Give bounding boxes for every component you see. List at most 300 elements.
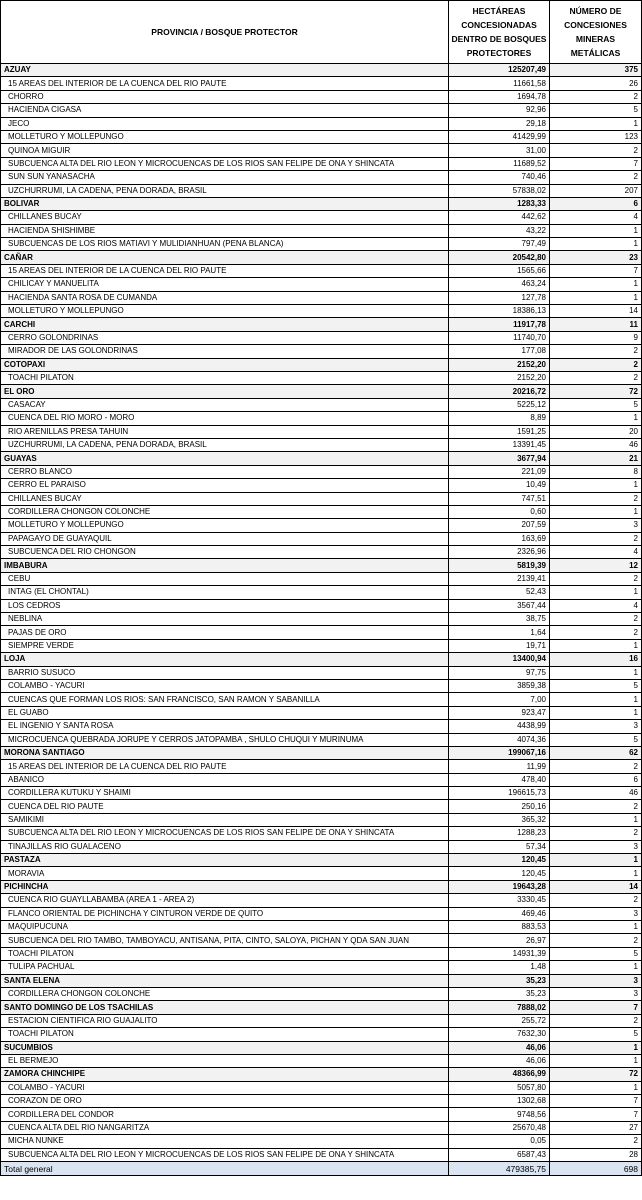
concessions-cell: 1 xyxy=(550,1054,642,1067)
province-row xyxy=(1,385,642,398)
concessions-cell: 26 xyxy=(550,77,642,90)
forest-row xyxy=(1,987,642,1000)
concessions-cell: 9 xyxy=(550,331,642,344)
hectares-cell: 52,43 xyxy=(449,586,550,599)
name-cell: CHORRO xyxy=(1,90,449,103)
hectares-cell: 35,23 xyxy=(449,987,550,1000)
name-cell: SUBCUENCA DEL RIO CHONGON xyxy=(1,546,449,559)
hectares-cell: 46,06 xyxy=(449,1054,550,1067)
province-row xyxy=(1,197,642,210)
hectares-cell: 29,18 xyxy=(449,117,550,130)
name-cell: MICROCUENCA QUEBRADA JORUPE Y CERROS JATOPAMBA , SHULO CHUQUI Y MURINUMA xyxy=(1,733,449,746)
forest-row xyxy=(1,519,642,532)
total-hectares: 479385,75 xyxy=(449,1162,550,1176)
forest-row xyxy=(1,130,642,143)
forest-row xyxy=(1,1095,642,1108)
forest-row xyxy=(1,278,642,291)
forest-row xyxy=(1,1014,642,1027)
name-cell: MORONA SANTIAGO xyxy=(1,746,449,759)
concessions-cell: 123 xyxy=(550,130,642,143)
name-cell: SAMIKIMI xyxy=(1,813,449,826)
concessions-cell: 2 xyxy=(550,1135,642,1148)
concessions-cell: 1 xyxy=(550,813,642,826)
name-cell: 15 AREAS DEL INTERIOR DE LA CUENCA DEL RIO PAUTE xyxy=(1,760,449,773)
name-cell: IMBABURA xyxy=(1,559,449,572)
name-cell: ABANICO xyxy=(1,773,449,786)
concessions-cell: 5 xyxy=(550,679,642,692)
hectares-cell: 7888,02 xyxy=(449,1001,550,1014)
table-header-row xyxy=(1,1,642,64)
concessions-cell: 1 xyxy=(550,412,642,425)
concessions-cell: 2 xyxy=(550,934,642,947)
forest-row xyxy=(1,171,642,184)
name-cell: QUINOA MIGUIR xyxy=(1,144,449,157)
hectares-cell: 38,75 xyxy=(449,613,550,626)
forest-row xyxy=(1,264,642,277)
forest-row xyxy=(1,157,642,170)
name-cell: SUBCUENCA ALTA DEL RIO LEON Y MICROCUENCAS DE LOS RIOS SAN FELIPE DE ONA Y SHINCATA xyxy=(1,1148,449,1161)
concessions-cell: 2 xyxy=(550,358,642,371)
name-cell: TULIPA PACHUAL xyxy=(1,961,449,974)
total-label: Total general xyxy=(1,1162,449,1176)
name-cell: CAÑAR xyxy=(1,251,449,264)
forest-row xyxy=(1,532,642,545)
forest-row xyxy=(1,840,642,853)
name-cell: JECO xyxy=(1,117,449,130)
hectares-cell: 250,16 xyxy=(449,800,550,813)
forest-row xyxy=(1,1054,642,1067)
hectares-cell: 463,24 xyxy=(449,278,550,291)
name-cell: CORAZON DE ORO xyxy=(1,1095,449,1108)
concessions-cell: 5 xyxy=(550,733,642,746)
forest-row xyxy=(1,224,642,237)
hectares-cell: 3567,44 xyxy=(449,599,550,612)
hectares-cell: 221,09 xyxy=(449,465,550,478)
hectares-cell: 365,32 xyxy=(449,813,550,826)
name-cell: 15 AREAS DEL INTERIOR DE LA CUENCA DEL RIO PAUTE xyxy=(1,77,449,90)
hectares-cell: 1283,33 xyxy=(449,197,550,210)
hectares-cell: 1288,23 xyxy=(449,827,550,840)
forest-row xyxy=(1,572,642,585)
name-cell: SUBCUENCA DEL RIO TAMBO, TAMBOYACU, ANTISANA, PITA, CINTO, SALOYA, PICHAN Y QDA SAN JUAN xyxy=(1,934,449,947)
name-cell: INTAG (EL CHONTAL) xyxy=(1,586,449,599)
name-cell: BOLIVAR xyxy=(1,197,449,210)
forest-row xyxy=(1,345,642,358)
concessions-cell: 1 xyxy=(550,278,642,291)
forest-row xyxy=(1,586,642,599)
name-cell: ZAMORA CHINCHIPE xyxy=(1,1068,449,1081)
name-cell: CORDILLERA KUTUKU Y SHAIMI xyxy=(1,787,449,800)
hectares-cell: 196615,73 xyxy=(449,787,550,800)
forest-row xyxy=(1,238,642,251)
hectares-cell: 1,64 xyxy=(449,626,550,639)
forest-row xyxy=(1,1135,642,1148)
concessions-cell: 2 xyxy=(550,90,642,103)
forest-row xyxy=(1,90,642,103)
concessions-cell: 1 xyxy=(550,586,642,599)
name-cell: MOLLETURO Y MOLLEPUNGO xyxy=(1,305,449,318)
concessions-cell: 7 xyxy=(550,1108,642,1121)
forest-row xyxy=(1,626,642,639)
forest-row xyxy=(1,331,642,344)
hectares-cell: 120,45 xyxy=(449,854,550,867)
forest-row xyxy=(1,117,642,130)
hectares-cell: 11917,78 xyxy=(449,318,550,331)
forest-row xyxy=(1,934,642,947)
name-cell: SANTO DOMINGO DE LOS TSACHILAS xyxy=(1,1001,449,1014)
name-cell: BARRIO SUSUCO xyxy=(1,666,449,679)
concessions-cell: 1 xyxy=(550,854,642,867)
forest-row xyxy=(1,666,642,679)
concessions-cell: 14 xyxy=(550,305,642,318)
name-cell: COTOPAXI xyxy=(1,358,449,371)
hectares-cell: 5819,39 xyxy=(449,559,550,572)
hectares-cell: 13391,45 xyxy=(449,438,550,451)
concessions-cell: 5 xyxy=(550,104,642,117)
name-cell: FLANCO ORIENTAL DE PICHINCHA Y CINTURON VERDE DE QUITO xyxy=(1,907,449,920)
concessions-cell: 1 xyxy=(550,921,642,934)
name-cell: CORDILLERA CHONGON COLONCHE xyxy=(1,987,449,1000)
hectares-cell: 11,99 xyxy=(449,760,550,773)
forest-row xyxy=(1,679,642,692)
name-cell: SANTA ELENA xyxy=(1,974,449,987)
hectares-cell: 25670,48 xyxy=(449,1121,550,1134)
concessions-cell: 16 xyxy=(550,653,642,666)
forest-row xyxy=(1,77,642,90)
forest-row xyxy=(1,305,642,318)
hectares-cell: 13400,94 xyxy=(449,653,550,666)
header-hectares: HECTÁREAS CONCESIONADAS DENTRO DE BOSQUES PROTECTORES xyxy=(449,1,550,64)
forest-row xyxy=(1,947,642,960)
concessions-cell: 1 xyxy=(550,666,642,679)
table-body xyxy=(1,64,642,1162)
hectares-cell: 26,97 xyxy=(449,934,550,947)
concessions-cell: 1 xyxy=(550,505,642,518)
name-cell: CUENCAS QUE FORMAN LOS RIOS: SAN FRANCISCO, SAN RAMON Y SABANILLA xyxy=(1,693,449,706)
hectares-cell: 9748,56 xyxy=(449,1108,550,1121)
hectares-cell: 747,51 xyxy=(449,492,550,505)
concessions-cell: 27 xyxy=(550,1121,642,1134)
province-row xyxy=(1,653,642,666)
hectares-cell: 207,59 xyxy=(449,519,550,532)
forest-row xyxy=(1,773,642,786)
forest-row xyxy=(1,291,642,304)
concessions-cell: 2 xyxy=(550,144,642,157)
forest-row xyxy=(1,211,642,224)
concessions-cell: 3 xyxy=(550,974,642,987)
forest-row xyxy=(1,546,642,559)
name-cell: TINAJILLAS RIO GUALACENO xyxy=(1,840,449,853)
forest-row xyxy=(1,1108,642,1121)
hectares-cell: 10,49 xyxy=(449,479,550,492)
concessions-cell: 7 xyxy=(550,264,642,277)
hectares-cell: 20542,80 xyxy=(449,251,550,264)
concessions-cell: 23 xyxy=(550,251,642,264)
concessions-cell: 207 xyxy=(550,184,642,197)
concessions-cell: 375 xyxy=(550,64,642,77)
name-cell: PASTAZA xyxy=(1,854,449,867)
name-cell: CASACAY xyxy=(1,398,449,411)
concessions-cell: 3 xyxy=(550,519,642,532)
hectares-cell: 43,22 xyxy=(449,224,550,237)
forest-row xyxy=(1,1121,642,1134)
concessions-cell: 1 xyxy=(550,1041,642,1054)
name-cell: ESTACION CIENTIFICA RIO GUAJALITO xyxy=(1,1014,449,1027)
concessions-cell: 6 xyxy=(550,197,642,210)
forest-row xyxy=(1,465,642,478)
concessions-cell: 1 xyxy=(550,706,642,719)
hectares-cell: 797,49 xyxy=(449,238,550,251)
hectares-cell: 883,53 xyxy=(449,921,550,934)
name-cell: 15 AREAS DEL INTERIOR DE LA CUENCA DEL RIO PAUTE xyxy=(1,264,449,277)
forest-row xyxy=(1,961,642,974)
hectares-cell: 19643,28 xyxy=(449,880,550,893)
concessions-cell: 1 xyxy=(550,867,642,880)
hectares-cell: 125207,49 xyxy=(449,64,550,77)
name-cell: MOLLETURO Y MOLLEPUNGO xyxy=(1,519,449,532)
forest-row xyxy=(1,894,642,907)
forest-row xyxy=(1,398,642,411)
forest-row xyxy=(1,733,642,746)
hectares-cell: 46,06 xyxy=(449,1041,550,1054)
concessions-cell: 5 xyxy=(550,398,642,411)
hectares-cell: 0,05 xyxy=(449,1135,550,1148)
name-cell: CORDILLERA DEL CONDOR xyxy=(1,1108,449,1121)
province-row xyxy=(1,1041,642,1054)
name-cell: PAJAS DE ORO xyxy=(1,626,449,639)
name-cell: HACIENDA SANTA ROSA DE CUMANDA xyxy=(1,291,449,304)
hectares-cell: 2152,20 xyxy=(449,358,550,371)
hectares-cell: 120,45 xyxy=(449,867,550,880)
concessions-cell: 2 xyxy=(550,492,642,505)
hectares-cell: 57,34 xyxy=(449,840,550,853)
hectares-cell: 97,75 xyxy=(449,666,550,679)
concessions-cell: 2 xyxy=(550,800,642,813)
hectares-cell: 1591,25 xyxy=(449,425,550,438)
forest-row xyxy=(1,827,642,840)
hectares-cell: 7632,30 xyxy=(449,1028,550,1041)
name-cell: HACIENDA SHISHIMBE xyxy=(1,224,449,237)
province-row xyxy=(1,318,642,331)
hectares-cell: 18386,13 xyxy=(449,305,550,318)
concessions-cell: 2 xyxy=(550,760,642,773)
name-cell: CEBU xyxy=(1,572,449,585)
name-cell: EL BERMEJO xyxy=(1,1054,449,1067)
name-cell: SUBCUENCA ALTA DEL RIO LEON Y MICROCUENCAS DE LOS RIOS SAN FELIPE DE ONA Y SHINCATA xyxy=(1,157,449,170)
province-row xyxy=(1,974,642,987)
concessions-cell: 5 xyxy=(550,947,642,960)
forest-row xyxy=(1,921,642,934)
concessions-cell: 3 xyxy=(550,720,642,733)
hectares-cell: 92,96 xyxy=(449,104,550,117)
hectares-cell: 5057,80 xyxy=(449,1081,550,1094)
concessions-cell: 2 xyxy=(550,1014,642,1027)
forest-row xyxy=(1,184,642,197)
forest-row xyxy=(1,787,642,800)
concessions-cell: 21 xyxy=(550,452,642,465)
concessions-cell: 20 xyxy=(550,425,642,438)
name-cell: SUN SUN YANASACHA xyxy=(1,171,449,184)
forest-row xyxy=(1,479,642,492)
hectares-cell: 11740,70 xyxy=(449,331,550,344)
concessions-cell: 7 xyxy=(550,1001,642,1014)
concessions-cell: 8 xyxy=(550,465,642,478)
name-cell: EL GUABO xyxy=(1,706,449,719)
hectares-cell: 3330,45 xyxy=(449,894,550,907)
province-row xyxy=(1,64,642,77)
province-row xyxy=(1,452,642,465)
hectares-cell: 2326,96 xyxy=(449,546,550,559)
name-cell: PAPAGAYO DE GUAYAQUIL xyxy=(1,532,449,545)
forest-row xyxy=(1,371,642,384)
concessions-cell: 2 xyxy=(550,371,642,384)
name-cell: UZCHURRUMI, LA CADENA, PENA DORADA, BRASIL xyxy=(1,184,449,197)
header-concessions: NÚMERO DE CONCESIONES MINERAS METÁLICAS xyxy=(550,1,642,64)
concessions-cell: 5 xyxy=(550,1028,642,1041)
hectares-cell: 4074,36 xyxy=(449,733,550,746)
forest-row xyxy=(1,800,642,813)
concessions-cell: 3 xyxy=(550,907,642,920)
forest-row xyxy=(1,599,642,612)
hectares-cell: 478,40 xyxy=(449,773,550,786)
hectares-cell: 1302,68 xyxy=(449,1095,550,1108)
hectares-cell: 2152,20 xyxy=(449,371,550,384)
hectares-cell: 6587,43 xyxy=(449,1148,550,1161)
forest-row xyxy=(1,505,642,518)
hectares-cell: 177,08 xyxy=(449,345,550,358)
name-cell: CUENCA DEL RIO PAUTE xyxy=(1,800,449,813)
forest-row xyxy=(1,907,642,920)
concessions-cell: 2 xyxy=(550,894,642,907)
hectares-cell: 41429,99 xyxy=(449,130,550,143)
hectares-cell: 442,62 xyxy=(449,211,550,224)
hectares-cell: 11689,52 xyxy=(449,157,550,170)
concessions-cell: 72 xyxy=(550,1068,642,1081)
name-cell: TOACHI PILATON xyxy=(1,1028,449,1041)
total-concessions: 698 xyxy=(550,1162,642,1176)
forest-row xyxy=(1,492,642,505)
concessions-cell: 11 xyxy=(550,318,642,331)
hectares-cell: 469,46 xyxy=(449,907,550,920)
name-cell: CUENCA ALTA DEL RIO NANGARITZA xyxy=(1,1121,449,1134)
concessions-cell: 4 xyxy=(550,546,642,559)
name-cell: UZCHURRUMI, LA CADENA, PENA DORADA, BRASIL xyxy=(1,438,449,451)
concessions-cell: 46 xyxy=(550,787,642,800)
hectares-cell: 48366,99 xyxy=(449,1068,550,1081)
name-cell: SUCUMBIOS xyxy=(1,1041,449,1054)
name-cell: CHILICAY Y MANUELITA xyxy=(1,278,449,291)
name-cell: CUENCA DEL RIO MORO - MORO xyxy=(1,412,449,425)
province-row xyxy=(1,1068,642,1081)
forest-row xyxy=(1,104,642,117)
concessions-cell: 1 xyxy=(550,961,642,974)
hectares-cell: 2139,41 xyxy=(449,572,550,585)
name-cell: EL INGENIO Y SANTA ROSA xyxy=(1,720,449,733)
hectares-cell: 7,00 xyxy=(449,693,550,706)
province-row xyxy=(1,251,642,264)
name-cell: TOACHI PILATON xyxy=(1,371,449,384)
hectares-cell: 0,60 xyxy=(449,505,550,518)
name-cell: TOACHI PILATON xyxy=(1,947,449,960)
concessions-cell: 4 xyxy=(550,211,642,224)
hectares-cell: 163,69 xyxy=(449,532,550,545)
name-cell: NEBLINA xyxy=(1,613,449,626)
hectares-cell: 14931,39 xyxy=(449,947,550,960)
name-cell: MIRADOR DE LAS GOLONDRINAS xyxy=(1,345,449,358)
concessions-cell: 72 xyxy=(550,385,642,398)
name-cell: MAQUIPUCUNA xyxy=(1,921,449,934)
province-row xyxy=(1,854,642,867)
province-row xyxy=(1,1001,642,1014)
name-cell: SIEMPRE VERDE xyxy=(1,639,449,652)
concessions-cell: 2 xyxy=(550,626,642,639)
name-cell: COLAMBO - YACURI xyxy=(1,679,449,692)
province-row xyxy=(1,880,642,893)
name-cell: MOLLETURO Y MOLLEPUNGO xyxy=(1,130,449,143)
forest-row xyxy=(1,693,642,706)
concessions-cell: 3 xyxy=(550,987,642,1000)
name-cell: PICHINCHA xyxy=(1,880,449,893)
name-cell: CHILLANES BUCAY xyxy=(1,211,449,224)
name-cell: SUBCUENCAS DE LOS RIOS MATIAVI Y MULIDIANHUAN (PENA BLANCA) xyxy=(1,238,449,251)
forest-row xyxy=(1,639,642,652)
hectares-cell: 3859,38 xyxy=(449,679,550,692)
hectares-cell: 923,47 xyxy=(449,706,550,719)
province-row xyxy=(1,746,642,759)
name-cell: MICHA NUNKE xyxy=(1,1135,449,1148)
name-cell: CORDILLERA CHONGON COLONCHE xyxy=(1,505,449,518)
forest-row xyxy=(1,412,642,425)
concessions-cell: 6 xyxy=(550,773,642,786)
concessions-cell: 2 xyxy=(550,171,642,184)
name-cell: CHILLANES BUCAY xyxy=(1,492,449,505)
name-cell: HACIENDA CIGASA xyxy=(1,104,449,117)
concessions-cell: 1 xyxy=(550,117,642,130)
concessions-cell: 2 xyxy=(550,827,642,840)
province-row xyxy=(1,559,642,572)
name-cell: GUAYAS xyxy=(1,452,449,465)
concessions-cell: 1 xyxy=(550,224,642,237)
concessions-cell: 3 xyxy=(550,840,642,853)
name-cell: CERRO BLANCO xyxy=(1,465,449,478)
hectares-cell: 1,48 xyxy=(449,961,550,974)
concessions-cell: 2 xyxy=(550,532,642,545)
forest-row xyxy=(1,144,642,157)
hectares-cell: 255,72 xyxy=(449,1014,550,1027)
concessions-cell: 1 xyxy=(550,291,642,304)
hectares-cell: 11661,58 xyxy=(449,77,550,90)
name-cell: AZUAY xyxy=(1,64,449,77)
concessions-cell: 7 xyxy=(550,157,642,170)
name-cell: COLAMBO - YACURI xyxy=(1,1081,449,1094)
name-cell: SUBCUENCA ALTA DEL RIO LEON Y MICROCUENCAS DE LOS RIOS SAN FELIPE DE ONA Y SHINCATA xyxy=(1,827,449,840)
hectares-cell: 1694,78 xyxy=(449,90,550,103)
hectares-cell: 57838,02 xyxy=(449,184,550,197)
forest-row xyxy=(1,706,642,719)
forest-row xyxy=(1,867,642,880)
name-cell: RIO ARENILLAS PRESA TAHUIN xyxy=(1,425,449,438)
hectares-cell: 20216,72 xyxy=(449,385,550,398)
hectares-cell: 1565,66 xyxy=(449,264,550,277)
name-cell: EL ORO xyxy=(1,385,449,398)
name-cell: CERRO EL PARAISO xyxy=(1,479,449,492)
concessions-cell: 1 xyxy=(550,693,642,706)
concessions-cell: 14 xyxy=(550,880,642,893)
hectares-cell: 19,71 xyxy=(449,639,550,652)
name-cell: CUENCA RIO GUAYLLABAMBA (AREA 1 - AREA 2) xyxy=(1,894,449,907)
hectares-cell: 31,00 xyxy=(449,144,550,157)
forest-row xyxy=(1,1148,642,1161)
